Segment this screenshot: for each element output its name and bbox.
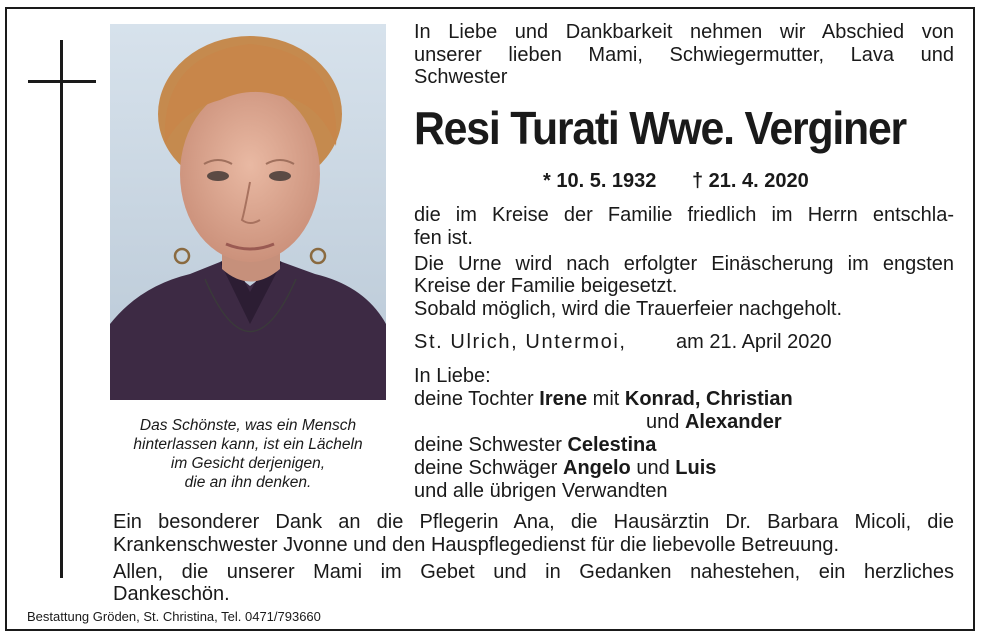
family-grandsons: Konrad, Christian — [624, 388, 793, 410]
intro-line: unserer lieben Mami, Schwiegermutter, Lava und — [414, 44, 954, 66]
passing-line: die im Kreise der Familie friedlich im Herrn entschla- — [414, 204, 954, 226]
caption-line: hinterlassen kann, ist ein Lächeln — [133, 436, 363, 453]
family-others: und alle übrigen Verwandten — [414, 480, 668, 502]
family-grandson: Alexander — [684, 411, 782, 433]
burial-line: Kreise der Familie beigesetzt. — [414, 275, 678, 297]
burial-line: Die Urne wird nach erfolgter Einäscherung im engsten — [414, 253, 954, 275]
family-brother: Luis — [675, 457, 717, 479]
family-brothers-prefix: deine Schwäger — [414, 457, 558, 479]
thanks-line: Krankenschwester Jvonne und den Hauspflegedienst für die liebevolle Betreuung. — [113, 534, 840, 556]
cross-icon-vertical — [60, 40, 63, 578]
portrait-illustration — [110, 24, 386, 400]
caption-line: die an ihn denken. — [184, 474, 312, 491]
death-date: † 21. 4. 2020 — [692, 170, 809, 192]
family-sister: Celestina — [567, 434, 657, 456]
portrait-photo — [110, 24, 386, 400]
thanks-line: Allen, die unserer Mami im Gebet und in Gedanken nahestehen, ein herzliches — [113, 561, 954, 583]
family-intro: In Liebe: — [414, 365, 491, 387]
family-daughter-prefix: deine Tochter — [414, 388, 534, 410]
deceased-name: Resi Turati Wwe. Verginer — [414, 102, 906, 154]
intro-line: In Liebe und Dankbarkeit nehmen wir Abschied von — [414, 21, 954, 43]
family-brothers-line — [414, 457, 716, 479]
funeral-home-footer: Bestattung Gröden, St. Christina, Tel. 0471/793660 — [27, 609, 321, 624]
family-daughter: Irene — [539, 388, 588, 410]
birth-date: * 10. 5. 1932 — [543, 170, 657, 192]
family-and: und — [646, 411, 680, 433]
family-with: mit — [592, 388, 620, 410]
family-grandson-line — [646, 411, 782, 433]
family-sister-line — [414, 434, 656, 456]
caption-line: im Gesicht derjenigen, — [170, 455, 326, 472]
intro-line: Schwester — [414, 66, 508, 88]
thanks-line: Ein besonderer Dank an die Pflegerin Ana, die Hausärztin Dr. Barbara Micoli, die — [113, 511, 954, 533]
family-and: und — [636, 457, 670, 479]
passing-line: fen ist. — [414, 227, 473, 249]
family-brother: Angelo — [563, 457, 631, 479]
notice-date: am 21. April 2020 — [676, 331, 832, 353]
place: St. Ulrich, Untermoi, — [414, 331, 627, 353]
caption-line: Das Schönste, was ein Mensch — [139, 417, 357, 434]
photo-caption — [104, 416, 392, 492]
thanks-line: Dankeschön. — [113, 583, 230, 605]
family-sister-prefix: deine Schwester — [414, 434, 562, 456]
cross-icon-horizontal — [28, 80, 96, 83]
burial-line: Sobald möglich, wird die Trauerfeier nachgeholt. — [414, 298, 843, 320]
family-daughter-line — [414, 388, 793, 410]
